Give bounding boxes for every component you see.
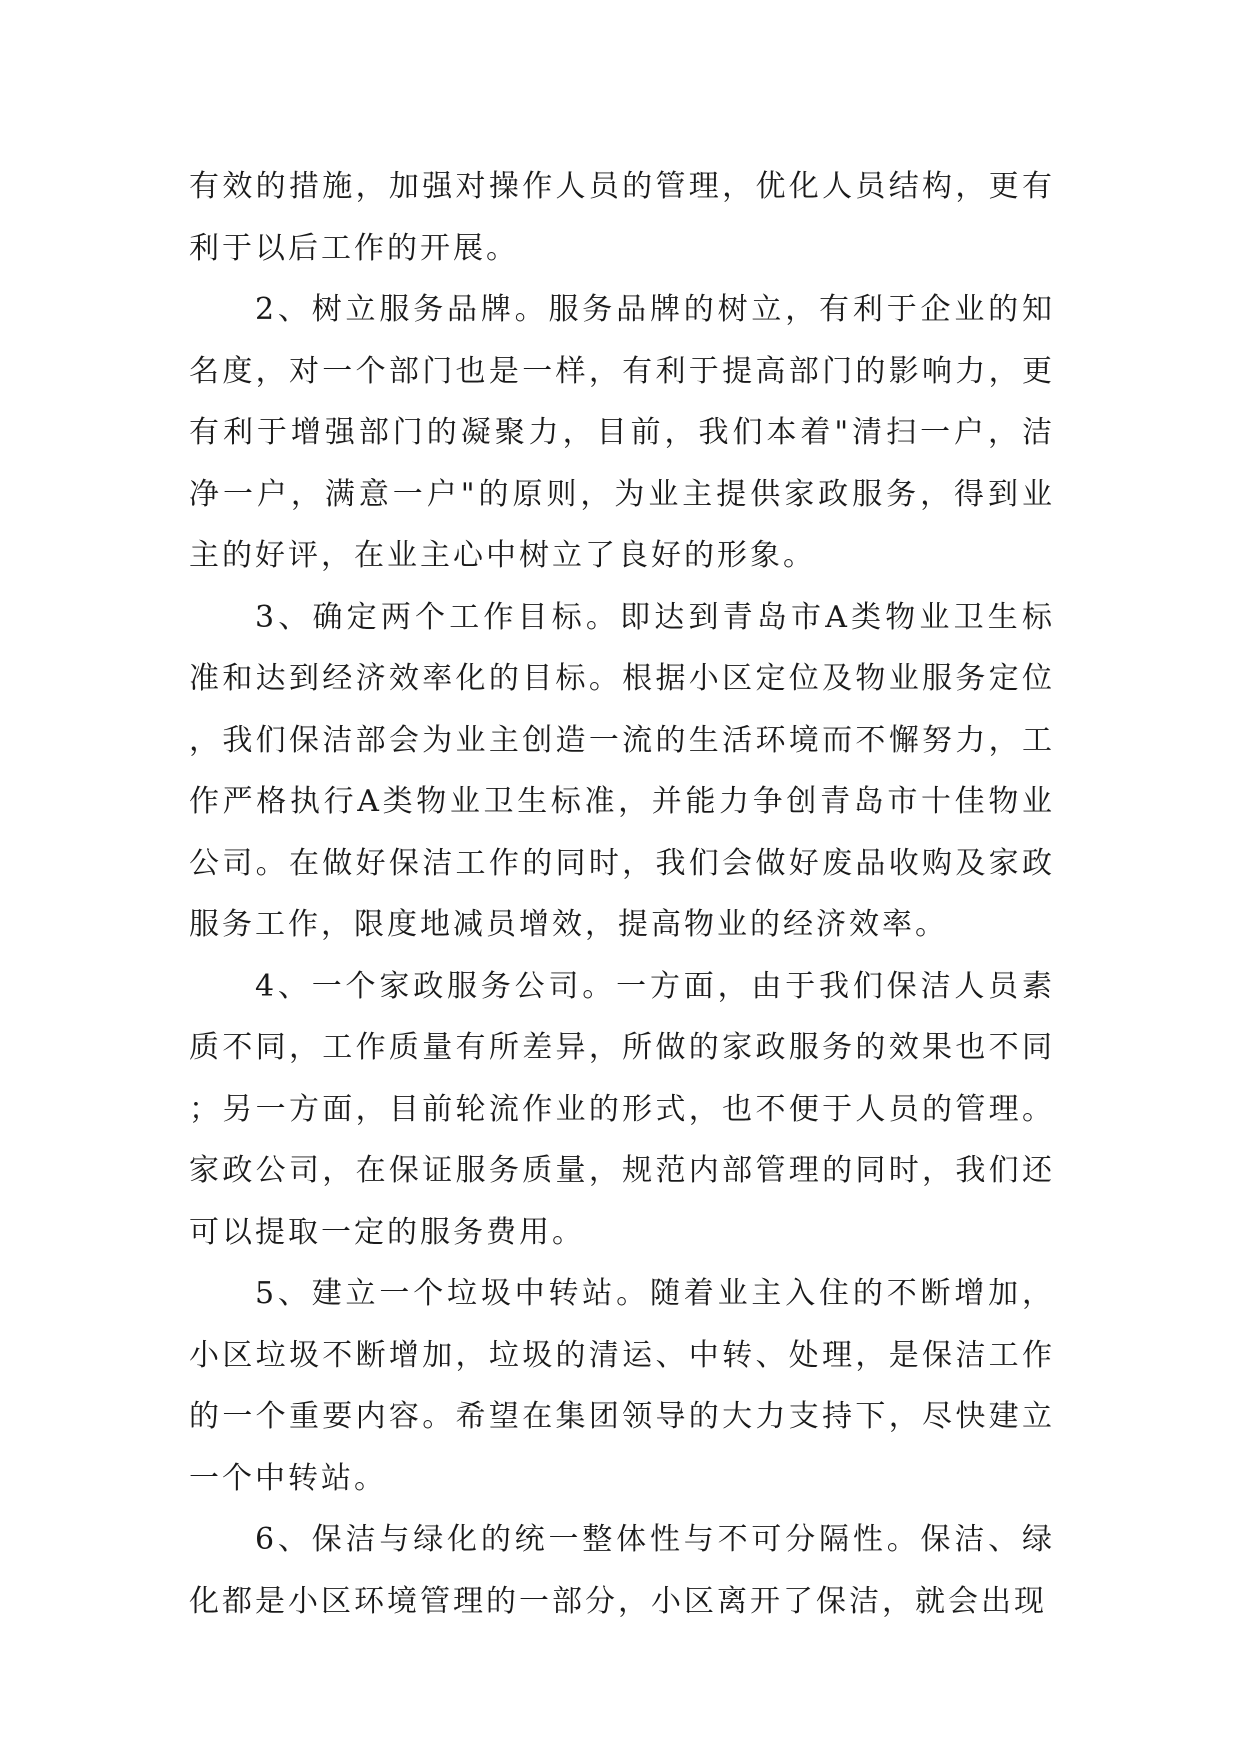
paragraph-service-brand: 2、树立服务品牌。服务品牌的树立，有利于企业的知名度，对一个部门也是一样，有利于提高部门的影响力，更有利于增强部门的凝聚力，目前，我们本着"清扫一户，洁净一户，满意一户"的原则，为业主提供家政服务，得到业主的好评，在业主心中树立了良好的形象。 xyxy=(189,292,1055,573)
paragraph-garbage-transfer-station: 5、建立一个垃圾中转站。随着业主入住的不断增加，小区垃圾不断增加，垃圾的清运、中转、处理，是保洁工作的一个重要内容。希望在集团领导的大力支持下，尽快建立一个中转站。 xyxy=(189,1276,1055,1496)
paragraph-work-goals: 3、确定两个工作目标。即达到青岛市A类物业卫生标准和达到经济效率化的目标。根据小区定位及物业服务定位，我们保洁部会为业主创造一流的生活环境而不懈努力，工作严格执行A类物业卫生标准，并能力争创青岛市十佳物业公司。在做好保洁工作的同时，我们会做好废品收购及家政服务工作，限度地减员增效，提高物业的经济效率。 xyxy=(189,599,1055,942)
document-body xyxy=(189,156,1055,1632)
paragraph-continued: 有效的措施，加强对操作人员的管理，优化人员结构，更有利于以后工作的开展。 xyxy=(189,169,1055,266)
paragraph-cleaning-greening: 6、保洁与绿化的统一整体性与不可分隔性。保洁、绿化都是小区环境管理的一部分，小区离开了保洁，就会出现 xyxy=(189,1522,1055,1619)
paragraph-housekeeping-company: 4、一个家政服务公司。一方面，由于我们保洁人员素质不同，工作质量有所差异，所做的家政服务的效果也不同；另一方面，目前轮流作业的形式，也不便于人员的管理。家政公司，在保证服务质量，规范内部管理的同时，我们还可以提取一定的服务费用。 xyxy=(189,968,1055,1250)
